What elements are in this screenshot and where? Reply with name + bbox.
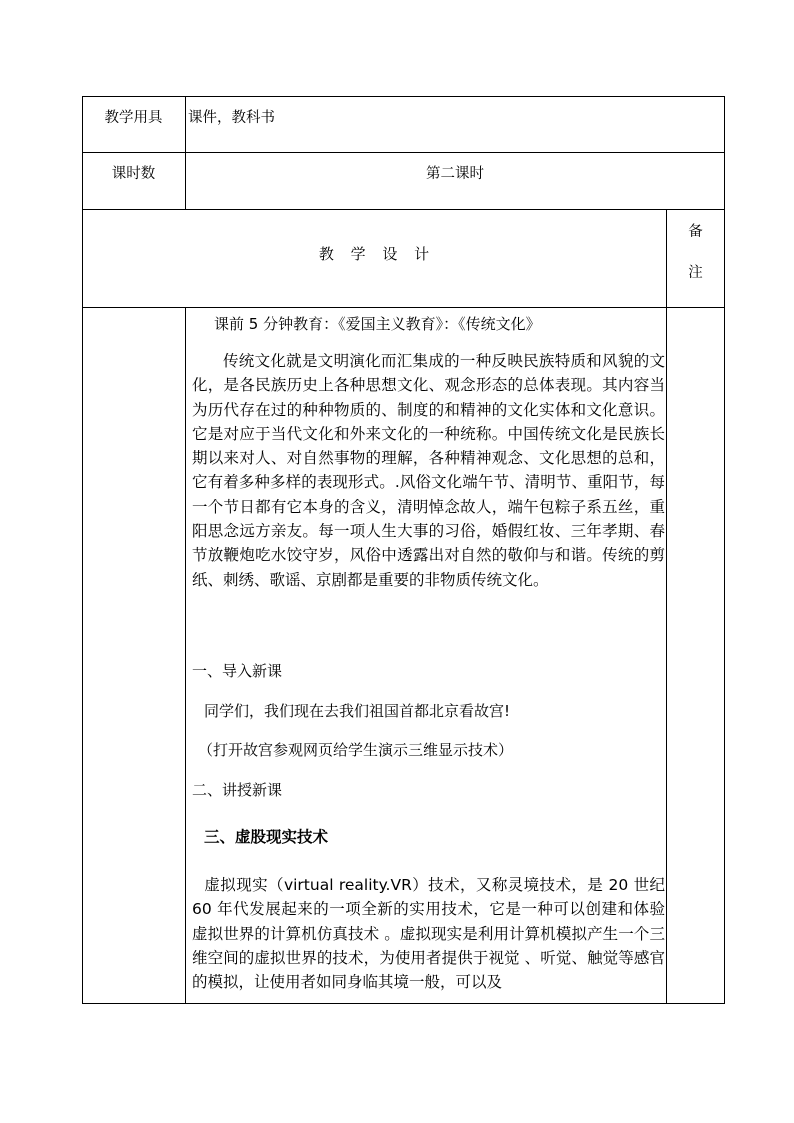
section-title-intro: 一、导入新课 bbox=[192, 662, 283, 680]
table-border-left bbox=[82, 96, 83, 1004]
section-title-new-lesson: 二、讲授新课 bbox=[192, 781, 283, 799]
pre-class-education: 课前 5 分钟教育：《爱国主义教育》：《传统文化》 bbox=[214, 315, 541, 333]
remark-header-top: 备 bbox=[688, 224, 703, 240]
table-row-divider bbox=[82, 209, 725, 210]
remark-column-divider bbox=[666, 209, 667, 1004]
tools-value: 课件，教科书 bbox=[188, 110, 275, 126]
table-border-bottom bbox=[82, 1003, 725, 1004]
table-border-top bbox=[82, 96, 725, 97]
hours-value: 第二课时 bbox=[426, 166, 484, 182]
intro-demo-note: （打开故宫参观网页给学生演示三维显示技术） bbox=[198, 741, 514, 759]
section-title-vr: 三、虚股现实技术 bbox=[204, 828, 329, 846]
traditional-culture-paragraph: 传统文化就是文明演化而汇集成的一种反映民族特质和风貌的文化，是各民族历史上各种思想文化、观念形态的总体表现。其内容当为历代存在过的种种物质的、制度的和精神的文化实体和文化意识。它是对应于当代文化和外来文化的一种统称。中国传统文化是民族长期以来对人、对自然事物的理解，各种精神观念、文化思想的总和，它有着多种多样的表现形式。.风俗文化端午节、清明节、重阳节，每一个节日都有它本身的含义，清明悼念故人，端午包粽子系五丝，重阳思念远方亲友。每一项人生大事的习俗，婚假红妆、三年孝期、春节放鞭炮吃水饺守岁，风俗中透露出对自然的敬仰与和谐。传统的剪纸、刺绣、歌谣、京剧都是重要的非物质传统文化。 bbox=[192, 352, 665, 589]
intro-line: 同学们，我们现在去我们祖国首都北京看故宫! bbox=[204, 702, 511, 720]
remark-header-bottom: 注 bbox=[688, 265, 703, 281]
label-column-divider bbox=[185, 96, 186, 209]
vr-paragraph: 虚拟现实（virtual reality.VR）技术，又称灵境技术，是 20 世纪 60 年代发展起来的一项全新的实用技术，它是一种可以创建和体验虚拟世界的计算机仿真技术 。虚拟现实是利用计算机模拟产生一个三维空间的虚拟世界的技术，为使用者提供于视觉 、听觉、触觉等感官的模拟，让使用者如同身临其境一般，可以及 bbox=[192, 876, 665, 992]
design-header: 教 学 设 计 bbox=[318, 245, 430, 263]
table-row-divider bbox=[82, 152, 725, 153]
table-border-right bbox=[724, 96, 725, 1004]
label-column-divider bbox=[185, 307, 186, 1004]
table-row-divider bbox=[82, 307, 725, 308]
tools-label: 教学用具 bbox=[104, 110, 163, 126]
hours-label: 课时数 bbox=[111, 166, 156, 182]
